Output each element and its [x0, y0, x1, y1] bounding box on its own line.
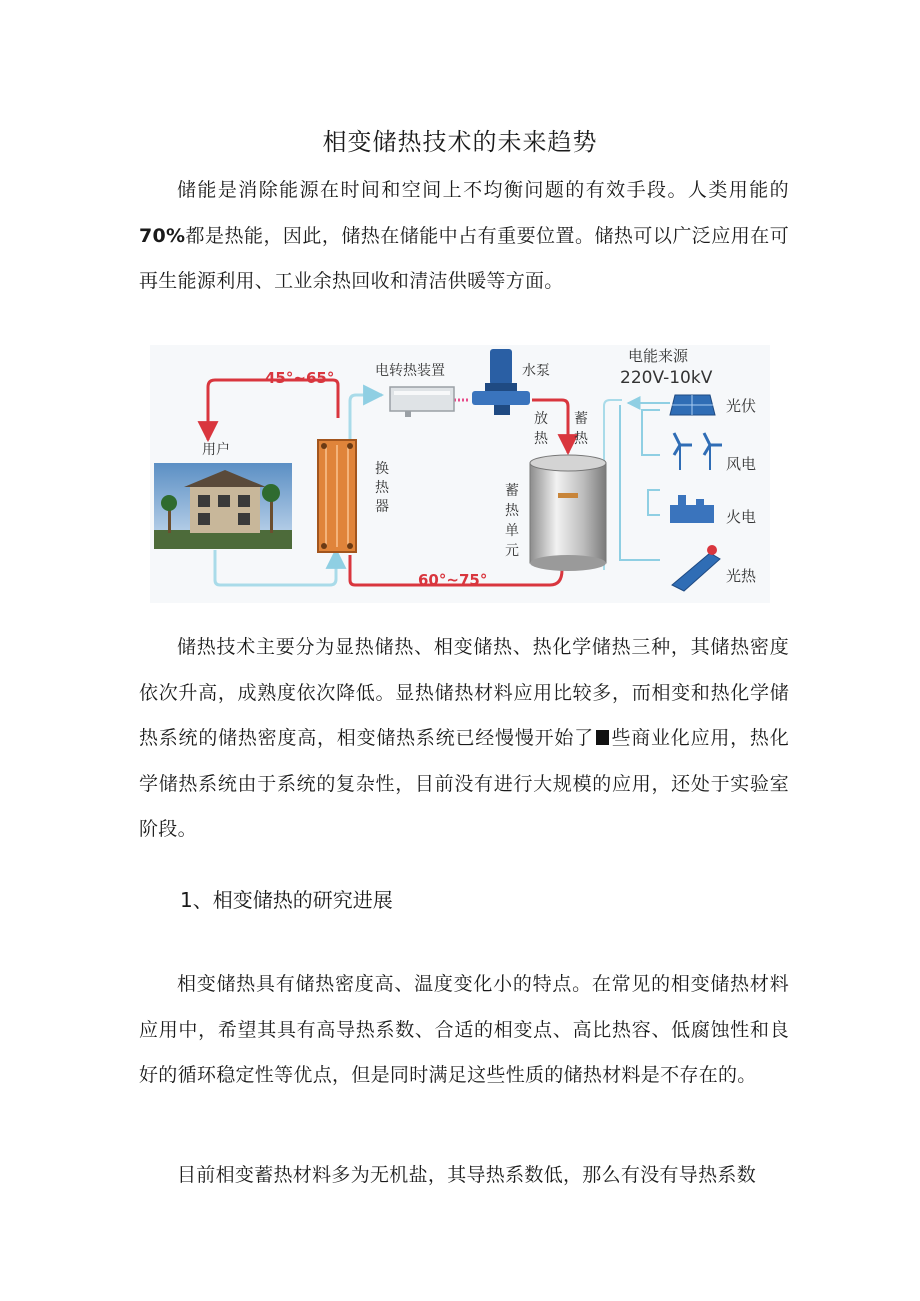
paragraph-intro-part1: 储能是消除能源在时间和空间上不均衡问题的有效手段。人类用能的 [177, 179, 789, 201]
solar-pv-icon [670, 395, 715, 415]
storage-unit-label-char-1: 蓄 [505, 483, 519, 499]
storage-unit-label-char-2: 热 [505, 503, 519, 519]
source-pv-label: 光伏 [726, 397, 757, 415]
discharge-label-char-2: 热 [534, 431, 548, 447]
user-building-image [154, 463, 292, 549]
paragraph-storage-types [139, 625, 789, 853]
paragraph-phase-change: 相变储热具有储热密度高、温度变化小的特点。在常见的相变储热材料应用中，希望其具有高导热系数、合适的相变点、高比热容、低腐蚀性和良好的循环稳定性等优点，但是同时满足这些性质的储热材料是不存在的。 [139, 973, 789, 1086]
source-solar-thermal-label: 光热 [726, 567, 757, 585]
paragraph-intro [139, 168, 789, 305]
paragraph-intro-part2: 都是热能，因此，储热在储能中占有重要位置。储热可以广泛应用在可再生能源利用、工业余热回收和清洁供暖等方面。 [139, 224, 789, 292]
power-source-voltage: 220V-10kV [620, 368, 713, 388]
charge-label-char-1: 蓄 [574, 411, 588, 427]
pump-label: 水泵 [522, 363, 550, 379]
source-thermal-label: 火电 [726, 508, 757, 526]
paragraph-storage-types-part2: 些商业化应用，热化学储热系统由于系统的复杂性，目前没有进行大规模的应用，还处于实验室阶段。 [139, 727, 789, 840]
storage-tank-graphic [530, 455, 606, 571]
page-title: 相变储热技术的未来趋势 [322, 128, 598, 156]
exchanger-label-char-1: 换 [375, 461, 389, 477]
section-heading: 1、相变储热的研究进展 [180, 888, 393, 912]
storage-unit-label-char-3: 单 [505, 523, 519, 539]
charge-label-char-2: 热 [574, 431, 588, 447]
heater-label: 电转热装置 [375, 363, 445, 379]
user-label: 用户 [202, 442, 230, 458]
power-source-title: 电能来源 [628, 347, 689, 365]
exchanger-label-char-2: 热 [375, 480, 389, 496]
black-square-glyph [596, 730, 609, 745]
paragraph-materials: 目前相变蓄热材料多为无机盐，其导热系数低，那么有没有导热系数 [177, 1164, 757, 1186]
heat-storage-system-diagram [150, 345, 770, 603]
exchanger-label-char-3: 器 [375, 499, 389, 515]
heat-exchanger-graphic [318, 440, 356, 552]
paragraph-storage-types-part1: 储热技术主要分为显热储热、相变储热、热化学储热三种，其储热密度依次升高，成熟度依次降低。显热储热材料应用比较多，而相变和热化学储热系统的储热密度高，相变储热系统已经慢慢开始了 [139, 636, 789, 749]
discharge-label-char-1: 放 [534, 411, 548, 427]
user-supply-temperature: 45°~65° [265, 369, 335, 387]
return-temperature: 60°~75° [418, 571, 488, 589]
percent-value: 70% [139, 224, 186, 247]
source-wind-label: 风电 [726, 455, 757, 473]
storage-unit-label-char-4: 元 [505, 543, 519, 559]
